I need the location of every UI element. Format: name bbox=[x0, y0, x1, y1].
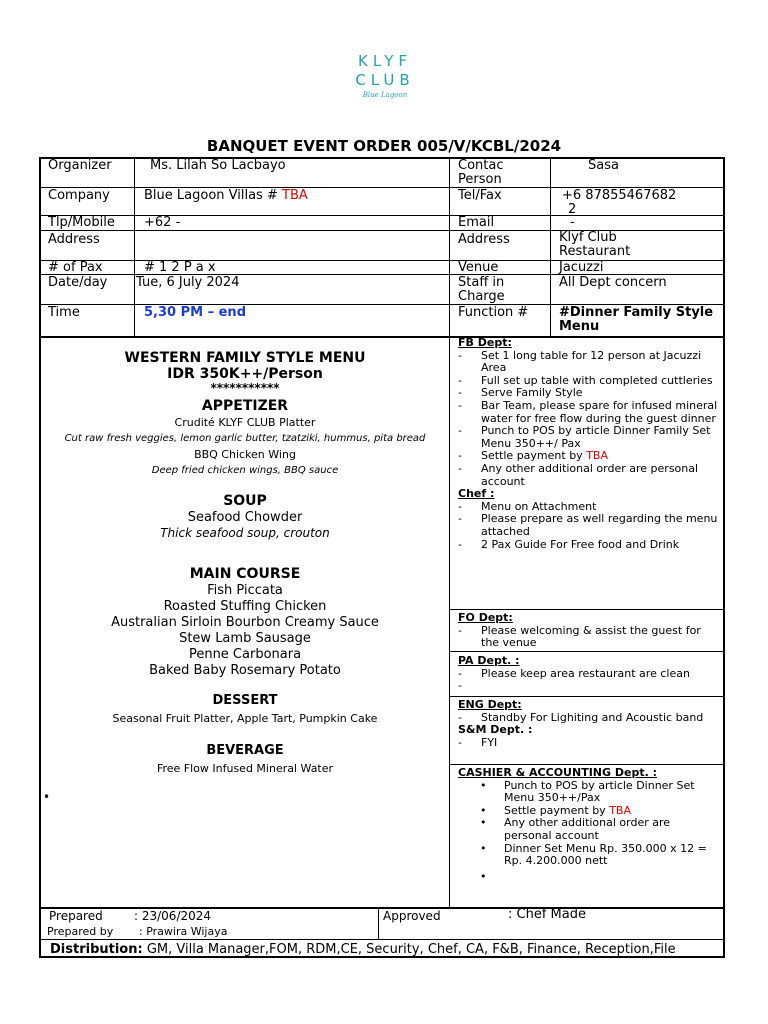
soup-title: SOUP bbox=[223, 493, 267, 509]
main-item: Fish Piccata bbox=[207, 583, 283, 598]
cashier-dept-title: CASHIER & ACCOUNTING Dept. : bbox=[458, 766, 657, 779]
document-title: BANQUET EVENT ORDER 005/V/KCBL/2024 bbox=[206, 137, 562, 155]
appetizer-item-1: Crudité KLYF CLUB Platter bbox=[174, 416, 316, 429]
main-item: Baked Baby Rosemary Potato bbox=[149, 663, 341, 678]
fb-item: - Full set up table with completed cuttleries bbox=[458, 375, 720, 388]
dessert-section bbox=[41, 692, 449, 726]
cashier-dept-section bbox=[458, 767, 720, 884]
distribution-line: Distribution: GM, Villa Manager,FOM, RDM,CE, Security, Chef, CA, F&B, Finance, Reception,File bbox=[50, 942, 676, 957]
soup-desc: Thick seafood soup, crouton bbox=[160, 526, 330, 540]
prepared-label: Prepared bbox=[49, 909, 103, 923]
function-value: #Dinner Family Style Menu bbox=[559, 305, 714, 334]
pa-dept-section bbox=[458, 655, 720, 680]
beverage-item: Free Flow Infused Mineral Water bbox=[156, 762, 334, 775]
beverage-title: BEVERAGE bbox=[206, 743, 284, 758]
appetizer-desc-1: Cut raw fresh veggies, lemon garlic butter, tzatziki, hummus, pita bread bbox=[64, 433, 426, 444]
fb-settle-item: - Settle payment by TBA bbox=[458, 450, 720, 463]
venue-value: Jacuzzi bbox=[559, 260, 604, 275]
approved-value: : Chef Made bbox=[508, 907, 586, 922]
chef-title: Chef : bbox=[458, 487, 495, 501]
telfax-value-2: 2 bbox=[568, 202, 577, 217]
address-label: Address bbox=[48, 232, 100, 247]
pa-dept-title: PA Dept. : bbox=[458, 654, 520, 667]
main-course-section bbox=[41, 566, 449, 679]
logo-line-2: CLUB bbox=[355, 71, 415, 89]
eng-dept-section bbox=[458, 699, 720, 749]
prepared-by-label: Prepared by bbox=[47, 925, 114, 938]
menu-heading: WESTERN FAMILY STYLE MENU bbox=[124, 350, 366, 366]
chef-item: - Menu on Attachment bbox=[458, 501, 720, 514]
menu-price: IDR 350K++/Person bbox=[167, 366, 323, 382]
fo-item: - Please welcoming & assist the guest for the venue bbox=[458, 625, 720, 650]
tlp-label: Tlp/Mobile bbox=[48, 215, 115, 230]
company-value: Blue Lagoon Villas # TBA bbox=[144, 188, 308, 203]
cashier-item: • Punch to POS by article Dinner Set Menu 350++/Pax bbox=[458, 780, 720, 805]
chef-item: - 2 Pax Guide For Free food and Drink bbox=[458, 539, 720, 552]
logo-line-1: KLYF bbox=[358, 52, 412, 70]
fb-dept-title: FB Dept: bbox=[458, 336, 512, 349]
venue-label: Venue bbox=[458, 260, 499, 275]
eng-dept-title: ENG Dept: bbox=[458, 698, 522, 711]
company-label: Company bbox=[48, 188, 110, 203]
fb-dept-section bbox=[458, 337, 720, 551]
appetizer-item-2: BBQ Chicken Wing bbox=[194, 448, 296, 461]
chef-item: - Please prepare as well regarding the menu attached bbox=[458, 513, 720, 538]
pa-item: - Please keep area restaurant are clean bbox=[458, 668, 720, 681]
sm-dept-title: S&M Dept. : bbox=[458, 723, 533, 737]
date-value: Tue, 6 July 2024 bbox=[136, 275, 240, 290]
cashier-item bbox=[458, 871, 720, 884]
time-label: Time bbox=[48, 305, 80, 320]
cashier-settle-item: • Settle payment by TBA bbox=[458, 805, 720, 818]
fb-item: - Any other additional order are personal account bbox=[458, 463, 720, 488]
fb-item: - Serve Family Style bbox=[458, 387, 720, 400]
email-value: - bbox=[570, 215, 575, 230]
time-value: 5,30 PM – end bbox=[144, 305, 246, 320]
fo-dept-section bbox=[458, 612, 720, 650]
staff-label: Staff in Charge bbox=[458, 275, 505, 304]
sm-item: - FYI bbox=[458, 737, 720, 750]
menu-section bbox=[41, 350, 449, 394]
appetizer-desc-2: Deep fried chicken wings, BBQ sauce bbox=[151, 465, 339, 476]
telfax-value: +6 87855467682 bbox=[562, 188, 677, 203]
beverage-section bbox=[41, 742, 449, 776]
organizer-value: Ms. Lilah So Lacbayo bbox=[150, 158, 286, 173]
tlp-value: +62 - bbox=[144, 215, 181, 230]
dessert-item: Seasonal Fruit Platter, Apple Tart, Pumpkin Cake bbox=[112, 712, 378, 725]
klyf-club-logo bbox=[340, 52, 430, 122]
function-label: Function # bbox=[458, 305, 529, 320]
cashier-item: • Any other additional order are personal account bbox=[458, 817, 720, 842]
main-item: Stew Lamb Sausage bbox=[179, 631, 311, 646]
email-label: Email bbox=[458, 215, 495, 230]
prepared-value: : 23/06/2024 bbox=[134, 909, 212, 923]
main-course-title: MAIN COURSE bbox=[189, 566, 301, 582]
contact-value: Sasa bbox=[588, 158, 619, 173]
fb-item: - Bar Team, please spare for infused mineral water for free flow during the guest dinner bbox=[458, 400, 720, 425]
contact-label: Contac Person bbox=[458, 158, 504, 187]
fb-item: - Set 1 long table for 12 person at Jacuzzi Area bbox=[458, 350, 720, 375]
main-item: Penne Carbonara bbox=[188, 647, 302, 662]
main-item: Australian Sirloin Bourbon Creamy Sauce bbox=[111, 615, 379, 630]
menu-stars: *********** bbox=[210, 381, 280, 395]
address2-value: Klyf Club Restaurant bbox=[559, 230, 631, 259]
soup-item: Seafood Chowder bbox=[187, 510, 303, 525]
appetizer-title: APPETIZER bbox=[201, 398, 289, 414]
telfax-label: Tel/Fax bbox=[458, 188, 502, 203]
date-label: Date/day bbox=[48, 275, 108, 290]
fb-item: - Punch to POS by article Dinner Family Set Menu 350++/ Pax bbox=[458, 425, 720, 450]
soup-section bbox=[41, 493, 449, 541]
organizer-label: Organizer bbox=[48, 158, 112, 173]
staff-value: All Dept concern bbox=[559, 275, 667, 290]
address2-label: Address bbox=[458, 232, 510, 247]
pax-label: # of Pax bbox=[48, 260, 103, 275]
main-item: Roasted Stuffing Chicken bbox=[163, 599, 327, 614]
menu-bullet: • bbox=[43, 790, 51, 804]
eng-item: - Standby For Lighiting and Acoustic band bbox=[458, 712, 720, 725]
appetizer-section bbox=[41, 398, 449, 478]
approved-label: Approved bbox=[383, 909, 441, 923]
pax-value: # 1 2 P a x bbox=[144, 260, 216, 275]
logo-script: Blue Lagoon bbox=[362, 91, 408, 99]
prepared-by-value: : Prawira Wijaya bbox=[139, 925, 228, 938]
dessert-title: DESSERT bbox=[212, 693, 278, 708]
cashier-item: • Dinner Set Menu Rp. 350.000 x 12 = Rp. 4.200.000 nett bbox=[458, 843, 720, 868]
fo-dept-title: FO Dept: bbox=[458, 611, 513, 624]
